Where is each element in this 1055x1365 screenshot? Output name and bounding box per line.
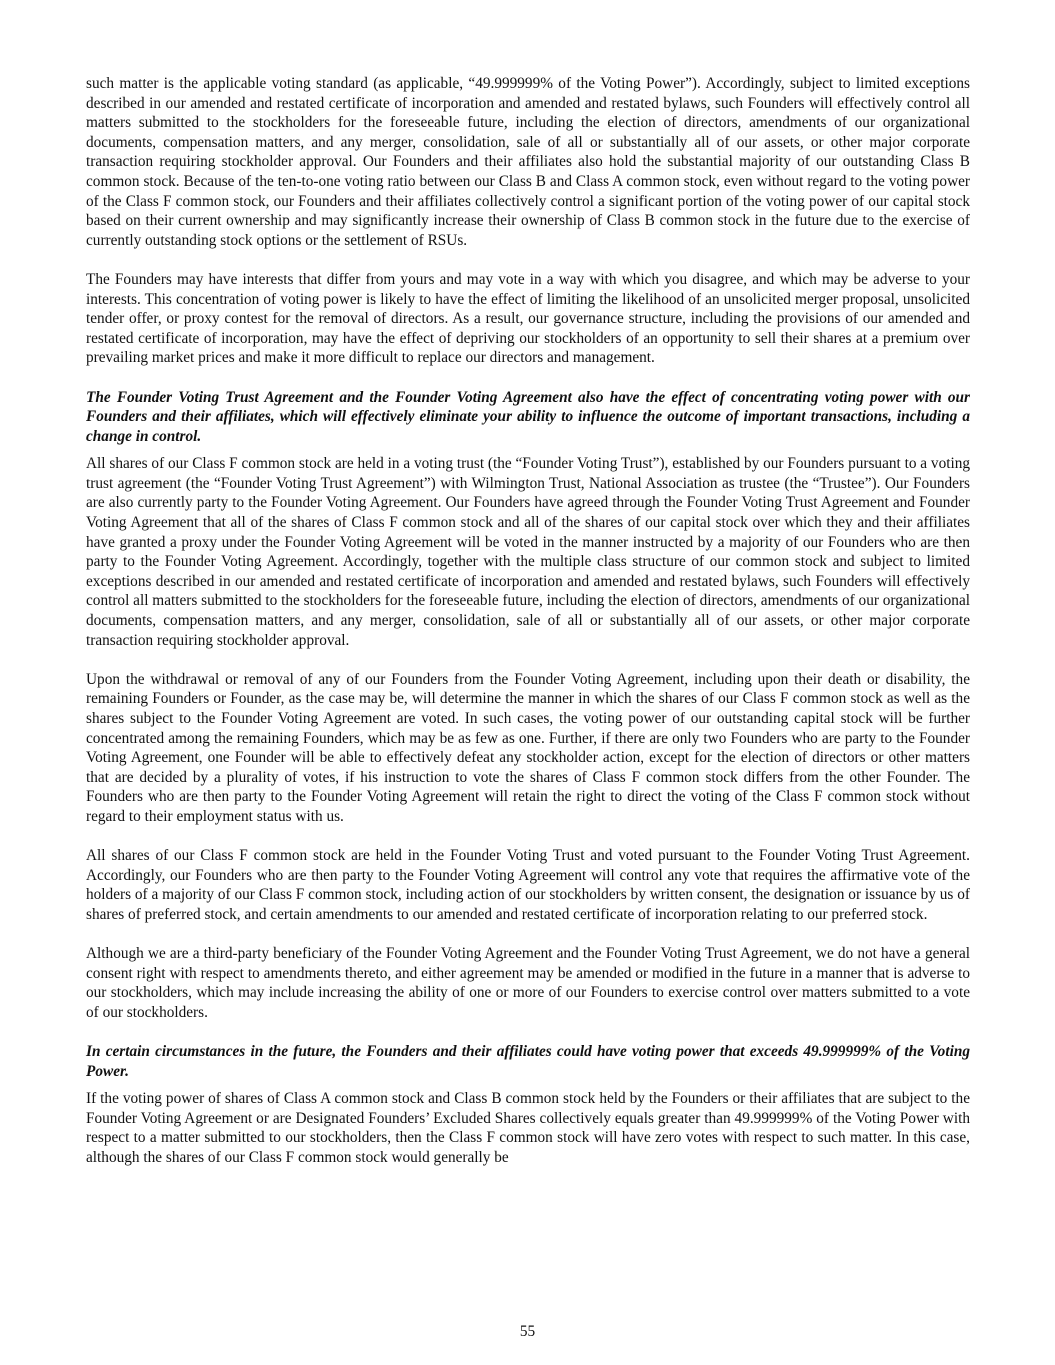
paragraph-class-f-majority-vote: All shares of our Class F common stock are held in the Founder Voting Trust and voted pursuant to the Founder Voting Trust Agreement. Accordingly, our Founders who are then party to the Founder Voting Agreement will control any vote that requires the affirmative vote of the holders of a majority of our Class F common stock, including action of our stockholders by written consent, the designation or issuance by us of shares of preferred stock, and certain amendments to our amended and restated certificate of incorporation relating to our preferred stock. (86, 847, 970, 923)
heading-exceeds-voting-power: In certain circumstances in the future, the Founders and their affiliates could have voting power that exceeds 49.999999% of the Voting Power. (86, 1043, 970, 1080)
paragraph-zero-votes: If the voting power of shares of Class A common stock and Class B common stock held by the Founders or their affiliates that are subject to the Founder Voting Agreement or are Designated Founders’ Excluded Shares collectively equals greater than 49.999999% of the Voting Power with respect to a matter submitted to our stockholders, then the Class F common stock will have zero votes with respect to such matter. In this case, although the shares of our Class F common stock would generally be (86, 1090, 970, 1167)
paragraph-third-party-beneficiary: Although we are a third-party beneficiary of the Founder Voting Agreement and the Founder Voting Trust Agreement, we do not have a general consent right with respect to amendments thereto, and either agreement may be amended or modified in the future in a manner that is adverse to our stockholders, which may include increasing the ability of one or more of our Founders to exercise control over matters submitted to a vote of our stockholders. (86, 945, 970, 1021)
paragraph-class-f-voting-trust: All shares of our Class F common stock are held in a voting trust (the “Founder Voting Trust”), established by our Founders pursuant to a voting trust agreement (the “Founder Voting Trust Agreement”) with Wilmington Trust, National Association as trustee (the “Trustee”). Our Founders are also currently party to the Founder Voting Agreement. Our Founders have agreed through the Founder Voting Trust Agreement and Founder Voting Agreement that all of the shares of Class F common stock and all of the shares of our capital stock over which they and their affiliates have granted a proxy under the Founder Voting Agreement will be voted in the manner instructed by a majority of our Founders who are then party to the Founder Voting Agreement. Accordingly, together with the multiple class structure of our common stock and subject to limited exceptions described in our amended and restated certificate of incorporation and amended and restated bylaws, such Founders will effectively control all matters submitted to the stockholders for the foreseeable future, including the election of directors, amendments of our organizational documents, compensation matters, and any merger, consolidation, sale of all or substantially all of our assets, or other major corporate transaction requiring stockholder approval. (86, 455, 971, 649)
paragraph-founder-withdrawal: Upon the withdrawal or removal of any of our Founders from the Founder Voting Agreement, including upon their death or disability, the remaining Founders or Founder, as the case may be, will determine the manner in which the shares of our Class F common stock as well as the shares subject to the Founder Voting Agreement are voted. In such cases, the voting power of our outstanding capital stock will be further concentrated among the remaining Founders, which may be as few as one. Further, if there are only two Founders who are party to the Founder Voting Agreement, one Founder will be able to effectively defeat any stockholder action, except for the election of directors or other matters that are decided by a plurality of votes, if his instruction to vote the shares of Class F common stock differs from the other Founder. The Founders who are then party to the Founder Voting Agreement will retain the right to direct the voting of the Class F common stock without regard to their employment status with us. (86, 670, 970, 825)
paragraph-founders-interests: The Founders may have interests that differ from yours and may vote in a way with which you disagree, and which may be adverse to your interests. This concentration of voting power is likely to have the effect of limiting the likelihood of an unsolicited merger proposal, unsolicited tender offer, or proxy contest for the removal of directors. As a result, our governance structure, including the provisions of our amended and restated certificate of incorporation, may have the effect of depriving our stockholders of an opportunity to sell their shares at a premium over prevailing market prices and make it more difficult to replace our directors and management. (86, 270, 970, 367)
page-body (86, 74, 970, 1168)
heading-voting-trust-agreement: The Founder Voting Trust Agreement and the Founder Voting Agreement also have the effect of concentrating voting power with our Founders and their affiliates, which will effectively eliminate your ability to influence the outcome of important transactions, including a change in control. (86, 388, 970, 445)
page-number: 55 (519, 1323, 536, 1340)
paragraph-voting-standard: such matter is the applicable voting standard (as applicable, “49.999999% of the Voting Power”). Accordingly, subject to limited exceptions described in our amended and restated certificate of incorporation and amended and restated bylaws, such Founders will effectively control all matters submitted to the stockholders for the foreseeable future, including the election of directors, amendments of our organizational documents, compensation matters, and any merger, consolidation, sale of all or substantially all of our assets, or other major corporate transaction requiring stockholder approval. Our Founders and their affiliates also hold the substantial majority of our outstanding Class B common stock. Because of the ten-to-one voting ratio between our Class B and Class A common stock, even without regard to the voting power of the Class F common stock, our Founders and their affiliates collectively control a significant portion of the voting power of our capital stock based on their current ownership and may significantly increase their ownership of Class B common stock in the future due to the exercise of currently outstanding stock options or the settlement of RSUs. (86, 75, 970, 249)
